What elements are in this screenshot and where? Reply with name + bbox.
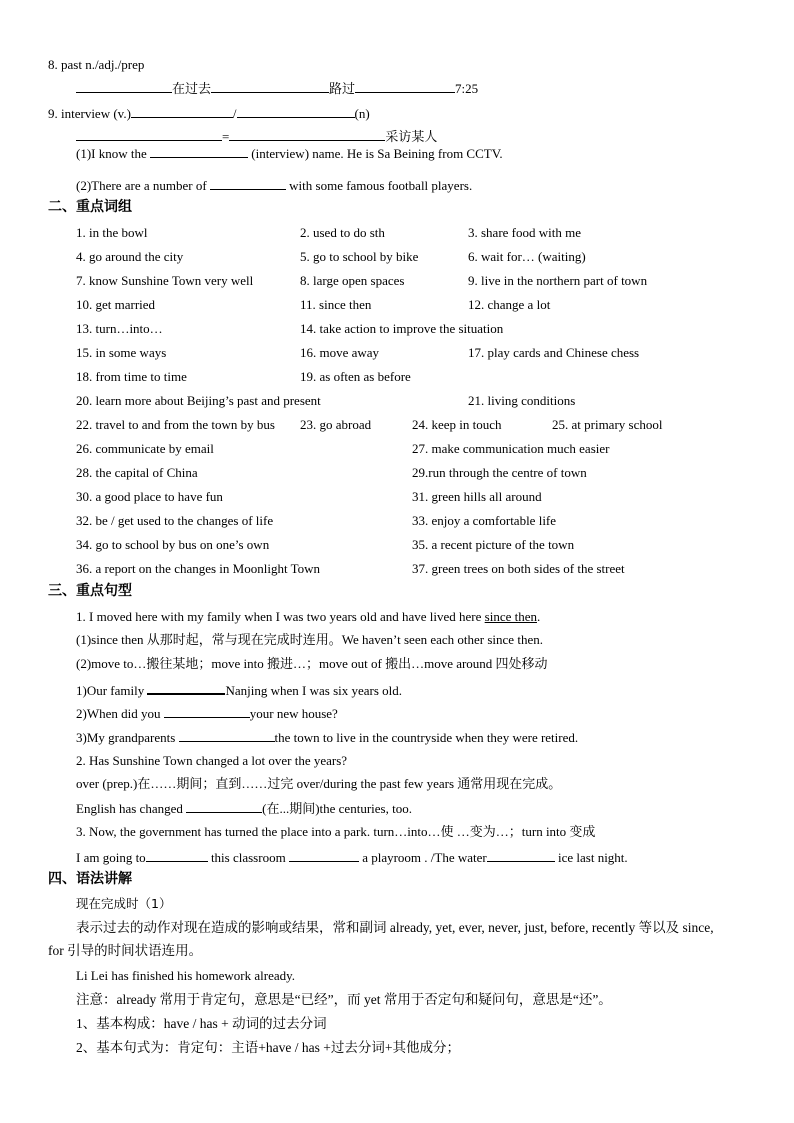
phrase-item: 18. from time to time bbox=[76, 369, 187, 384]
phrase-item: 35. a recent picture of the town bbox=[412, 537, 575, 552]
phrase-item: 22. travel to and from the town by bus bbox=[76, 417, 275, 432]
note-move: (2)move to…搬往某地；move into 搬进…；move out of 搬出…move around 四处移动 bbox=[76, 656, 548, 671]
sentence-text: 3)My grandparents bbox=[76, 730, 179, 745]
phrase-item: 28. the capital of China bbox=[76, 465, 198, 480]
phrase-item: 7. know Sunshine Town very well bbox=[76, 273, 254, 288]
section-4-heading: 四、语法讲解 bbox=[48, 871, 132, 887]
section-3-heading: 三、重点句型 bbox=[48, 583, 132, 599]
sentence-text: I am going to bbox=[76, 850, 146, 865]
phrase-item: 34. go to school by bus on one’s own bbox=[76, 537, 270, 552]
sentence-text: this classroom bbox=[207, 850, 289, 865]
phrase-item: 15. in some ways bbox=[76, 345, 167, 360]
phrase-item: 4. go around the city bbox=[76, 249, 184, 264]
sentence-text: (在...期间)the centuries, too. bbox=[262, 801, 412, 816]
exercise-3 bbox=[76, 729, 578, 746]
sentence-text: Nanjing when I was six years old. bbox=[225, 683, 403, 698]
phrase-item: 3. share food with me bbox=[468, 225, 582, 240]
underlined-phrase: since then bbox=[484, 609, 537, 624]
phrase-item: 23. go abroad bbox=[300, 417, 372, 432]
sentence-text: (1)I know the bbox=[76, 146, 151, 161]
phrase-item: 6. wait for… (waiting) bbox=[468, 249, 586, 264]
vocab-item-9-zh: 采访某人 bbox=[385, 129, 438, 144]
phrase-item: 16. move away bbox=[300, 345, 380, 360]
phrase-item: 10. get married bbox=[76, 297, 156, 312]
phrase-item: 11. since then bbox=[300, 297, 372, 312]
answer-blank[interactable] bbox=[179, 729, 275, 742]
phrase-item: 13. turn…into… bbox=[76, 321, 163, 336]
note-over: over (prep.)在……期间；直到……过完 over/during the past few years 通常用现在完成。 bbox=[76, 776, 562, 791]
sentence-3: 3. Now, the government has turned the place into a park. turn…into…使 …变为…；turn into 变成 bbox=[76, 824, 596, 839]
sentence-text: your new house? bbox=[249, 706, 338, 721]
answer-blank[interactable] bbox=[146, 849, 208, 862]
phrase-item: 8. large open spaces bbox=[300, 273, 405, 288]
phrase-item: 29.run through the centre of town bbox=[412, 465, 587, 480]
vocab-item-9-noun: (n) bbox=[354, 106, 370, 121]
sentence-text: (interview) name. He is Sa Beining from CCTV. bbox=[248, 146, 503, 161]
phrase-item: 36. a report on the changes in Moonlight Town bbox=[76, 561, 321, 576]
vocab-item-9-label: 9. interview (v.) bbox=[48, 106, 131, 121]
answer-blank[interactable] bbox=[211, 80, 329, 93]
grammar-title: 现在完成时（1） bbox=[76, 896, 172, 911]
phrase-item: 20. learn more about Beijing’s past and present bbox=[76, 393, 321, 408]
phrase-item: 33. enjoy a comfortable life bbox=[412, 513, 557, 528]
grammar-paragraph-line2: for 引导的时间状语连用。 bbox=[48, 943, 203, 958]
exercise-1 bbox=[76, 681, 402, 699]
vocab-item-8-zh1: 在过去 bbox=[172, 81, 212, 96]
answer-blank[interactable] bbox=[355, 80, 455, 93]
vocab-item-9-line2 bbox=[76, 128, 437, 145]
exercise-2 bbox=[76, 705, 338, 722]
sentence-1 bbox=[76, 609, 540, 625]
sentence-text: with some famous football players. bbox=[285, 178, 473, 193]
answer-blank[interactable] bbox=[164, 705, 250, 718]
sentence-text: English has changed bbox=[76, 801, 187, 816]
phrase-item: 27. make communication much easier bbox=[412, 441, 610, 456]
exercise-5 bbox=[76, 849, 628, 866]
phrase-item: 17. play cards and Chinese chess bbox=[468, 345, 640, 360]
phrase-item: 1. in the bowl bbox=[76, 225, 148, 240]
sentence-text: ice last night. bbox=[554, 850, 628, 865]
phrase-item: 2. used to do sth bbox=[300, 225, 385, 240]
vocab-item-8-time: 7:25 bbox=[455, 81, 479, 96]
vocab-item-8-zh2: 路过 bbox=[329, 81, 356, 96]
grammar-example: Li Lei has finished his homework already. bbox=[76, 968, 296, 983]
vocab-item-9-sentence-1 bbox=[76, 145, 503, 162]
answer-blank[interactable] bbox=[131, 105, 233, 118]
answer-blank[interactable] bbox=[147, 681, 225, 695]
vocab-item-9-sentence-2 bbox=[76, 177, 472, 194]
answer-blank[interactable] bbox=[229, 128, 385, 141]
phrase-item: 32. be / get used to the changes of life bbox=[76, 513, 274, 528]
equals: = bbox=[222, 129, 230, 144]
phrase-item: 26. communicate by email bbox=[76, 441, 214, 456]
note-since-then: (1)since then 从那时起，常与现在完成时连用。We haven’t seen each other since then. bbox=[76, 632, 543, 647]
answer-blank[interactable] bbox=[150, 145, 248, 158]
slash: / bbox=[232, 106, 237, 121]
answer-blank[interactable] bbox=[76, 128, 222, 141]
vocab-item-8-label: 8. past n./adj./prep bbox=[48, 57, 145, 72]
exercise-4 bbox=[76, 800, 412, 817]
sentence-2: 2. Has Sunshine Town changed a lot over the years? bbox=[76, 753, 348, 768]
grammar-paragraph-line1: 表示过去的动作对现在造成的影响或结果，常和副词 already, yet, ever, never, just, before, recently 等以及 since, bbox=[76, 920, 714, 935]
answer-blank[interactable] bbox=[76, 80, 172, 93]
answer-blank[interactable] bbox=[487, 849, 555, 862]
phrase-item: 5. go to school by bike bbox=[300, 249, 419, 264]
section-2-heading: 二、重点词组 bbox=[48, 199, 132, 215]
sentence-text: 1. I moved here with my family when I was two years old and have lived here bbox=[76, 609, 485, 624]
phrase-item: 24. keep in touch bbox=[412, 417, 502, 432]
phrase-item: 21. living conditions bbox=[468, 393, 576, 408]
grammar-rule-1: 1、基本构成：have / has + 动词的过去分词 bbox=[76, 1016, 327, 1031]
phrase-item: 14. take action to improve the situation bbox=[300, 321, 504, 336]
sentence-text: the town to live in the countryside when they were retired. bbox=[274, 730, 579, 745]
grammar-note: 注意：already 常用于肯定句，意思是“已经”，而 yet 常用于否定句和疑问句，意思是“还”。 bbox=[76, 992, 612, 1007]
phrase-item: 19. as often as before bbox=[300, 369, 411, 384]
sentence-text: (2)There are a number of bbox=[76, 178, 210, 193]
phrase-item: 9. live in the northern part of town bbox=[468, 273, 648, 288]
phrase-item: 31. green hills all around bbox=[412, 489, 542, 504]
phrase-item: 25. at primary school bbox=[552, 417, 663, 432]
answer-blank[interactable] bbox=[210, 177, 286, 190]
sentence-text: 1)Our family bbox=[76, 683, 148, 698]
answer-blank[interactable] bbox=[237, 105, 355, 118]
vocab-item-8-line bbox=[76, 80, 478, 97]
grammar-rule-2: 2、基本句式为：肯定句：主语+have / has +过去分词+其他成分； bbox=[76, 1040, 460, 1055]
phrase-item: 30. a good place to have fun bbox=[76, 489, 223, 504]
vocab-item-9-line1 bbox=[48, 105, 370, 122]
sentence-text: a playroom . /The water bbox=[358, 850, 487, 865]
phrase-item: 37. green trees on both sides of the street bbox=[412, 561, 625, 576]
phrase-item: 12. change a lot bbox=[468, 297, 551, 312]
answer-blank[interactable] bbox=[186, 800, 262, 813]
sentence-text: 2)When did you bbox=[76, 706, 164, 721]
sentence-text: . bbox=[537, 609, 541, 624]
answer-blank[interactable] bbox=[289, 849, 359, 862]
